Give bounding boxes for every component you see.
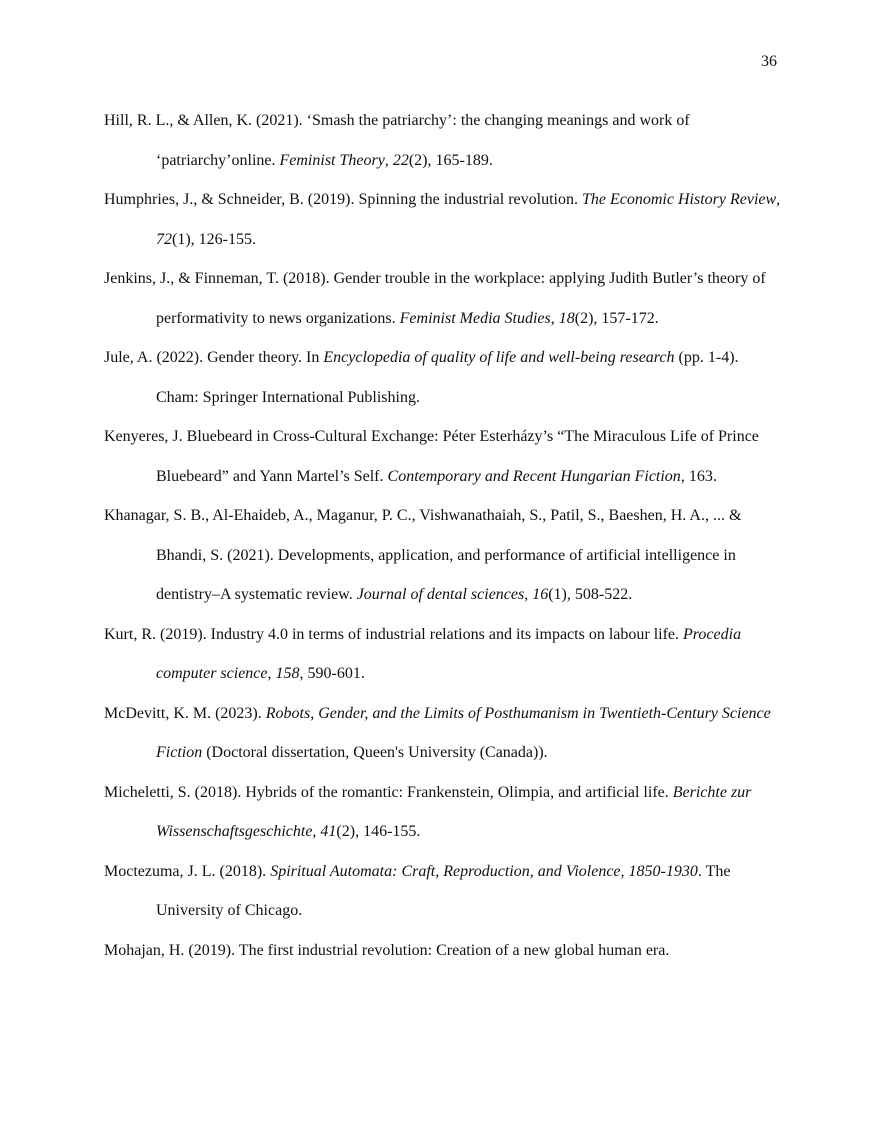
reference-italic-text: Feminist Theory [279, 151, 385, 169]
reference-text: (1), 126-155. [172, 230, 256, 248]
reference-text: (2), 146-155. [336, 823, 421, 840]
reference-text: , [384, 151, 393, 169]
reference-italic-text: Feminist Media Studies [399, 309, 551, 327]
reference-text: Kurt, R. (2019). Industry 4.0 in terms of industrial relations and its impacts on labour life. [104, 625, 684, 643]
reference-text: , [550, 309, 559, 327]
reference-entry [104, 101, 784, 180]
reference-italic-text: Berichte zur Wissenschaftsgeschichte [156, 783, 752, 840]
reference-text: . The University of Chicago. [156, 862, 731, 919]
reference-text: , [776, 191, 781, 208]
reference-entry [104, 338, 784, 417]
reference-text: Moctezuma, J. L. (2018). [104, 862, 271, 880]
reference-entry [104, 180, 784, 259]
reference-italic-text: Journal of dental sciences [356, 586, 525, 603]
reference-text: Jule, A. (2022). Gender theory. In [104, 349, 324, 366]
reference-italic-text: 22 [392, 151, 409, 169]
reference-italic-text: Procedia computer science [156, 625, 742, 682]
reference-text: (Doctoral dissertation, Queen's University (Canada)). [202, 744, 548, 761]
reference-text: (pp. 1-4). Cham: Springer International Publishing. [156, 349, 739, 406]
reference-italic-text: 41 [320, 823, 337, 840]
reference-text: , 590-601. [299, 665, 365, 682]
reference-text: McDevitt, K. M. (2023). [104, 704, 266, 722]
reference-text: Kenyeres, J. Bluebeard in Cross-Cultural Exchange: Péter Esterházy’s “The Miraculous Life of Prince Bluebeard” and Yann Martel’s Self. [104, 428, 759, 485]
reference-text: (1), 508-522. [548, 586, 633, 603]
reference-list [104, 101, 784, 970]
reference-entry [104, 615, 784, 694]
reference-text: Micheletti, S. (2018). Hybrids of the romantic: Frankenstein, Olimpia, and artificial life. [104, 783, 673, 801]
reference-text: , [312, 823, 321, 840]
page-number: 36 [761, 53, 777, 70]
reference-text: Jenkins, J., & Finneman, T. (2018). Gender trouble in the workplace: applying Judith Butler’s theory of performativity to news organizations. [104, 270, 766, 327]
reference-text: , 163. [680, 467, 717, 485]
reference-text: , [267, 665, 276, 682]
reference-entry [104, 931, 784, 971]
reference-entry [104, 496, 784, 615]
reference-italic-text: Robots, Gender, and the Limits of Posthumanism in Twentieth-Century Science Fiction [156, 704, 771, 761]
reference-text: Mohajan, H. (2019). The first industrial revolution: Creation of a new global human era. [104, 941, 670, 959]
reference-entry [104, 773, 784, 852]
reference-italic-text: 158 [275, 665, 300, 682]
reference-entry [104, 259, 784, 338]
reference-italic-text: Contemporary and Recent Hungarian Fiction [387, 467, 681, 485]
reference-text: (2), 157-172. [574, 309, 659, 327]
reference-italic-text: Encyclopedia of quality of life and well-being research [323, 349, 675, 366]
reference-italic-text: Spiritual Automata: Craft, Reproduction, and Violence, 1850-1930 [270, 862, 698, 880]
reference-text: , [524, 586, 533, 603]
reference-entry [104, 417, 784, 496]
reference-entry [104, 694, 784, 773]
reference-text: Hill, R. L., & Allen, K. (2021). ‘Smash the patriarchy’: the changing meanings and work of ‘patriarchy’online. [104, 112, 690, 169]
reference-italic-text: 16 [532, 586, 549, 603]
reference-text: (2), 165-189. [408, 151, 493, 169]
reference-italic-text: The Economic History Review [581, 191, 777, 208]
reference-text: Khanagar, S. B., Al-Ehaideb, A., Maganur, P. C., Vishwanathaiah, S., Patil, S., Baeshen, H. A., ... & Bhandi, S. (2021). Developments, application, and performance of artificial intelligence in dentistry–A systematic review. [104, 507, 742, 603]
reference-italic-text: 72 [156, 230, 172, 248]
reference-entry [104, 852, 784, 931]
reference-italic-text: 18 [558, 309, 575, 327]
reference-text: Humphries, J., & Schneider, B. (2019). Spinning the industrial revolution. [104, 191, 582, 208]
